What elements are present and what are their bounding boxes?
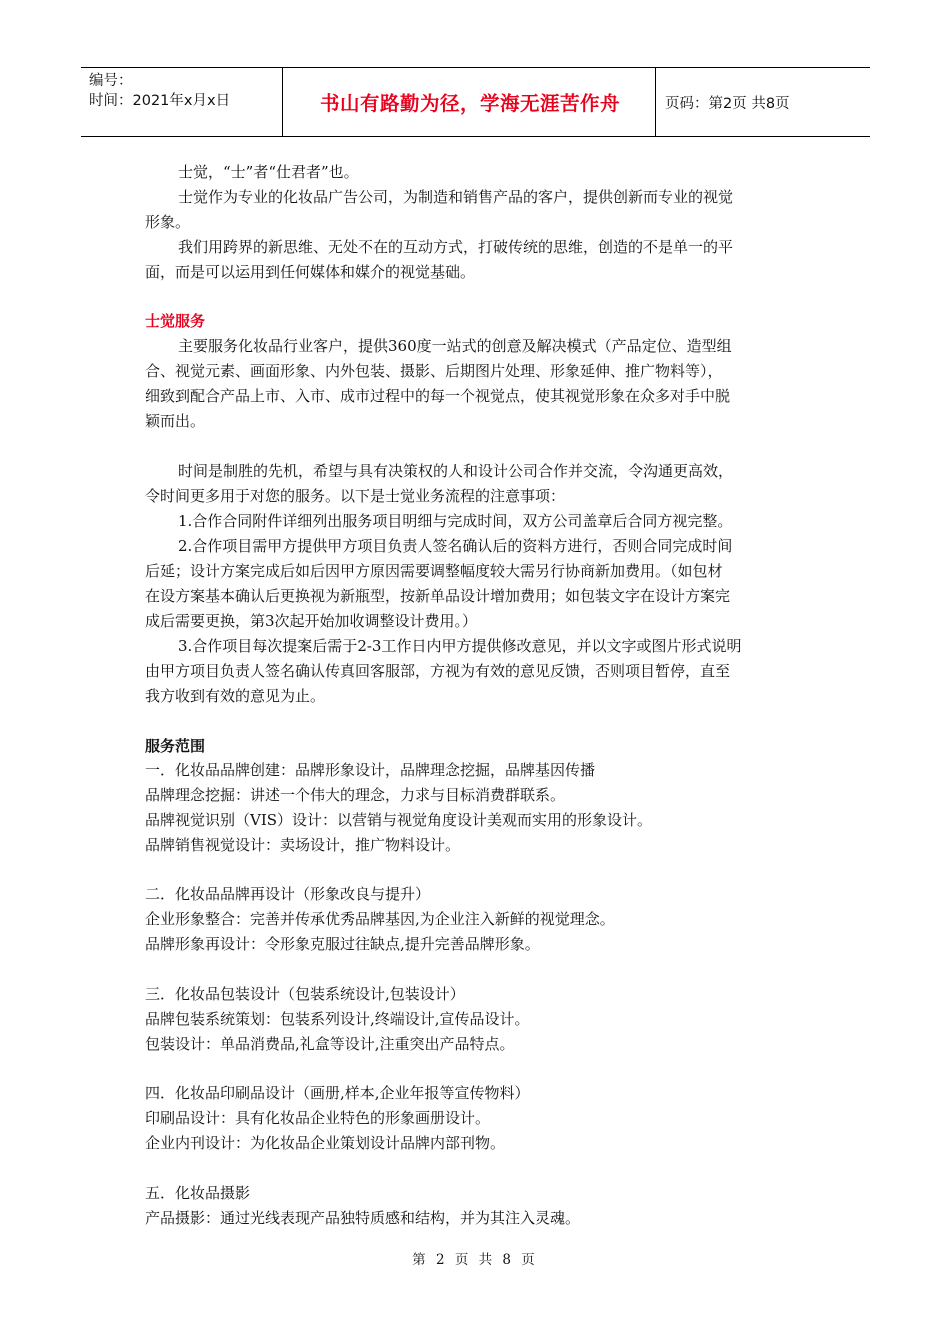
- intro-paragraph: 士觉，“士”者“仕君者”也。: [178, 163, 359, 181]
- intro-paragraph: 我们用跨界的新思维、无处不在的互动方式，打破传统的思维，创造的不是单一的平: [178, 238, 734, 256]
- process-item: 1.合作合同附件详细列出服务项目明细与完成时间，双方公司盖章后合同方视完整。: [178, 512, 733, 530]
- scope-item-title: 一．化妆品品牌创建：品牌形象设计，品牌理念挖掘，品牌基因传播: [145, 761, 596, 779]
- header-meta: [89, 71, 279, 111]
- process-item: 我方收到有效的意见为止。: [145, 687, 326, 705]
- section-heading-scope: 服务范围: [145, 737, 206, 755]
- scope-item: 品牌形象再设计：令形象克服过往缺点,提升完善品牌形象。: [145, 935, 540, 953]
- scope-item: 品牌销售视觉设计：卖场设计，推广物料设计。: [145, 836, 461, 854]
- process-paragraph: 时间是制胜的先机，希望与具有决策权的人和设计公司合作并交流，令沟通更高效，: [178, 462, 734, 480]
- process-item: 在设方案基本确认后更换视为新瓶型，按新单品设计增加费用；如包装文字在设计方案完: [145, 587, 731, 605]
- scope-item-title: 二．化妆品品牌再设计（形象改良与提升）: [145, 885, 431, 903]
- scope-item: 品牌视觉识别（VIS）设计：以营销与视觉角度设计美观而实用的形象设计。: [145, 811, 653, 829]
- page-header: [81, 67, 870, 137]
- process-item: 后延；设计方案完成后如后因甲方原因需要调整幅度较大需另行协商新加费用。（如包材: [145, 562, 723, 580]
- intro-paragraph: 士觉作为专业的化妆品广告公司，为制造和销售产品的客户，提供创新而专业的视觉: [178, 188, 734, 206]
- service-paragraph: 合、视觉元素、画面形象、内外包装、摄影、后期图片处理、形象延伸、推广物料等），: [145, 362, 723, 380]
- process-paragraph: 令时间更多用于对您的服务。以下是士觉业务流程的注意事项：: [145, 487, 566, 505]
- scope-item: 产品摄影：通过光线表现产品独特质感和结构，并为其注入灵魂。: [145, 1209, 581, 1227]
- document-number: 编号：: [89, 73, 133, 89]
- scope-item: 企业内刊设计：为化妆品企业策划设计品牌内部刊物。: [145, 1134, 506, 1152]
- section-heading-service: 士觉服务: [145, 312, 206, 330]
- service-paragraph: 主要服务化妆品行业客户，提供360度一站式的创意及解决模式（产品定位、造型组: [178, 337, 732, 355]
- process-item: 由甲方项目负责人签名确认传真回客服部，方视为有效的意见反馈，否则项目暂停，直至: [145, 662, 731, 680]
- intro-paragraph: 面，而是可以运用到任何媒体和媒介的视觉基础。: [145, 263, 476, 281]
- service-paragraph: 细致到配合产品上市、入市、成市过程中的每一个视觉点，使其视觉形象在众多对手中脱: [145, 387, 731, 405]
- scope-item-title: 四．化妆品印刷品设计（画册,样本,企业年报等宣传物料）: [145, 1084, 530, 1102]
- scope-item: 印刷品设计：具有化妆品企业特色的形象画册设计。: [145, 1109, 491, 1127]
- scope-item-title: 三．化妆品包装设计（包装系统设计,包装设计）: [145, 985, 465, 1003]
- scope-item: 企业形象整合：完善并传承优秀品牌基因,为企业注入新鲜的视觉理念。: [145, 910, 615, 928]
- header-page-number: 页码：第2页 共8页: [665, 95, 790, 112]
- scope-item: 品牌包装系统策划：包装系列设计,终端设计,宣传品设计。: [145, 1010, 530, 1028]
- process-item: 2.合作项目需甲方提供甲方项目负责人签名确认后的资料方进行，否则合同完成时间: [178, 537, 733, 555]
- process-item: 成后需要更换，第3次起开始加收调整设计费用。）: [145, 612, 478, 630]
- scope-item: 包装设计：单品消费品,礼盒等设计,注重突出产品特点。: [145, 1035, 515, 1053]
- scope-item: 品牌理念挖掘：讲述一个伟大的理念，力求与目标消费群联系。: [145, 786, 566, 804]
- header-motto: 书山有路勤为径，学海无涯苦作舟: [319, 92, 620, 115]
- document-date: 时间：2021年x月x日: [89, 93, 231, 109]
- process-item: 3.合作项目每次提案后需于2-3工作日内甲方提供修改意见，并以文字或图片形式说明: [178, 637, 742, 655]
- intro-paragraph: 形象。: [145, 213, 191, 231]
- page-footer: 第 2 页 共 8 页: [412, 1252, 538, 1268]
- scope-item-title: 五．化妆品摄影: [145, 1184, 251, 1202]
- header-divider: [282, 68, 283, 136]
- service-paragraph: 颖而出。: [145, 412, 206, 430]
